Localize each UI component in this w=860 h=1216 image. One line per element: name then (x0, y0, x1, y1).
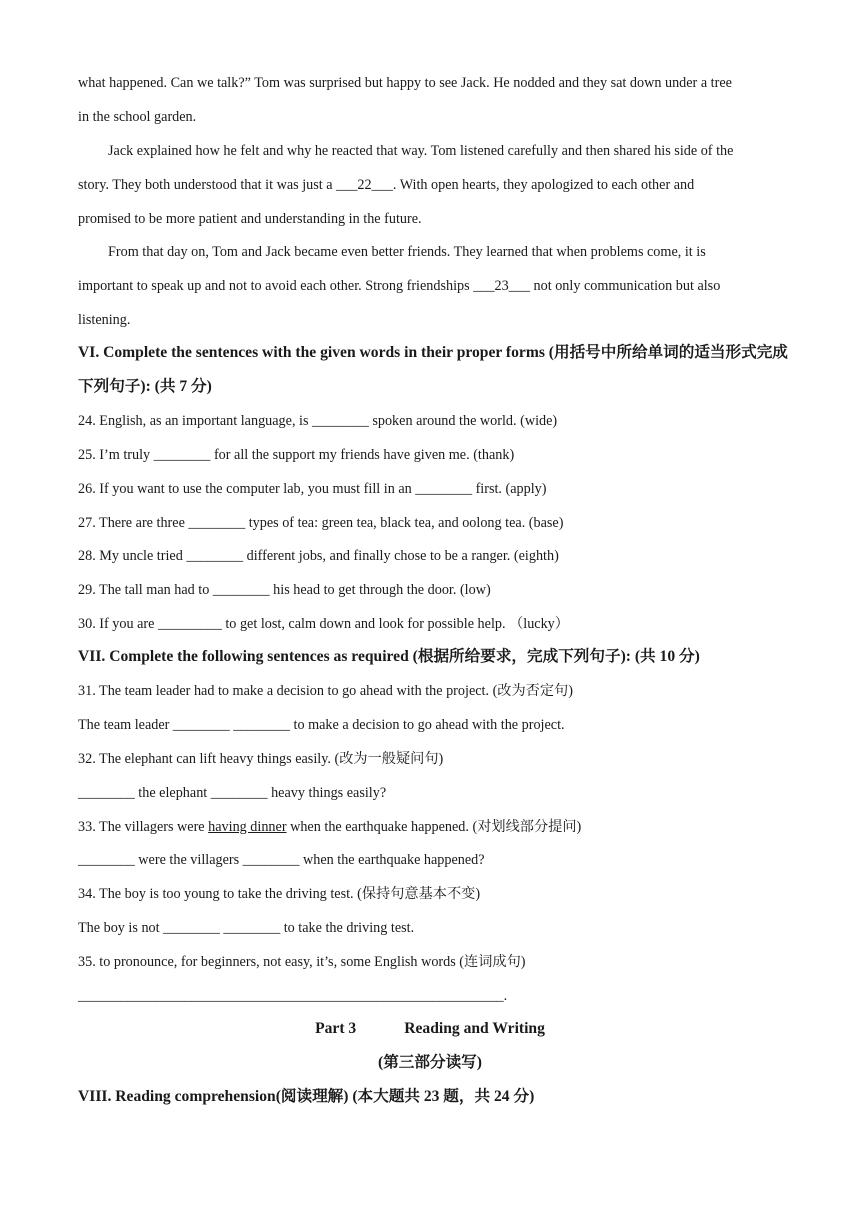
passage-line: From that day on, Tom and Jack became even better friends. They learned that when problems come, it is (108, 244, 706, 260)
passage-line (78, 277, 788, 295)
question-29: 29. The tall man had to ________ his head to get through the door. (low) (78, 582, 491, 598)
question-33 (78, 818, 788, 836)
question-35: 35. to pronounce, for beginners, not easy, it’s, some English words (连词成句) (78, 954, 526, 970)
section-8-heading: VIII. Reading comprehension(阅读理解) (本大题共 23 题，共 24 分) (78, 1088, 535, 1105)
passage-text: . With open hearts, they apologized to each other and (392, 177, 695, 193)
question-text: when the earthquake happened. (对划线部分提问) (286, 819, 582, 835)
question-30: 30. If you are _________ to get lost, calm down and look for possible help. （lucky） (78, 616, 569, 632)
question-31: 31. The team leader had to make a decision to go ahead with the project. (改为否定句) (78, 683, 573, 699)
question-28: 28. My uncle tried ________ different jobs, and finally chose to be a ranger. (eighth) (78, 548, 559, 564)
passage-line: listening. (78, 312, 131, 328)
section-6-heading: VI. Complete the sentences with the given words in their proper forms (用括号中所给单词的适当形式完成下列句子): (共 7 分) (78, 344, 788, 395)
blank-23: ___23___ (473, 278, 530, 294)
part-name: Reading and Writing (404, 1020, 545, 1037)
answer-31: The team leader ________ ________ to make a decision to go ahead with the project. (78, 717, 565, 733)
question-24: 24. English, as an important language, is ________ spoken around the world. (wide) (78, 413, 558, 429)
part-label: Part 3 (315, 1020, 357, 1037)
answer-35: ____________________________________________________________. (78, 988, 508, 1004)
section-7-heading: VII. Complete the following sentences as required (根据所给要求，完成下列句子): (共 10 分) (78, 648, 700, 665)
part-3-title (0, 1020, 860, 1038)
question-27: 27. There are three ________ types of tea: green tea, black tea, and oolong tea. (base) (78, 515, 564, 531)
question-25: 25. I’m truly ________ for all the support my friends have given me. (thank) (78, 447, 515, 463)
answer-34: The boy is not ________ ________ to take the driving test. (78, 920, 415, 936)
question-34: 34. The boy is too young to take the driving test. (保持句意基本不变) (78, 886, 481, 902)
part-3-subtitle: (第三部分读写) (378, 1054, 482, 1071)
passage-text: important to speak up and not to avoid each other. Strong friendships (78, 278, 474, 294)
blank-22: ___22___ (336, 177, 393, 193)
passage-line: promised to be more patient and understanding in the future. (78, 211, 422, 227)
answer-33: ________ were the villagers ________ when the earthquake happened? (78, 852, 485, 868)
answer-32: ________ the elephant ________ heavy things easily? (78, 785, 387, 801)
passage-line: what happened. Can we talk?” Tom was surprised but happy to see Jack. He nodded and they sat down under a tree (78, 75, 732, 91)
passage-text: not only communication but also (529, 278, 721, 294)
underlined-phrase: having dinner (208, 819, 287, 835)
passage-line: in the school garden. (78, 109, 197, 125)
question-32: 32. The elephant can lift heavy things easily. (改为一般疑问句) (78, 751, 444, 767)
passage-line (78, 176, 788, 194)
question-26: 26. If you want to use the computer lab, you must fill in an ________ first. (apply) (78, 481, 547, 497)
question-text: 33. The villagers were (78, 819, 209, 835)
passage-text: story. They both understood that it was just a (78, 177, 337, 193)
passage-line: Jack explained how he felt and why he reacted that way. Tom listened carefully and then shared his side of the (108, 143, 734, 159)
